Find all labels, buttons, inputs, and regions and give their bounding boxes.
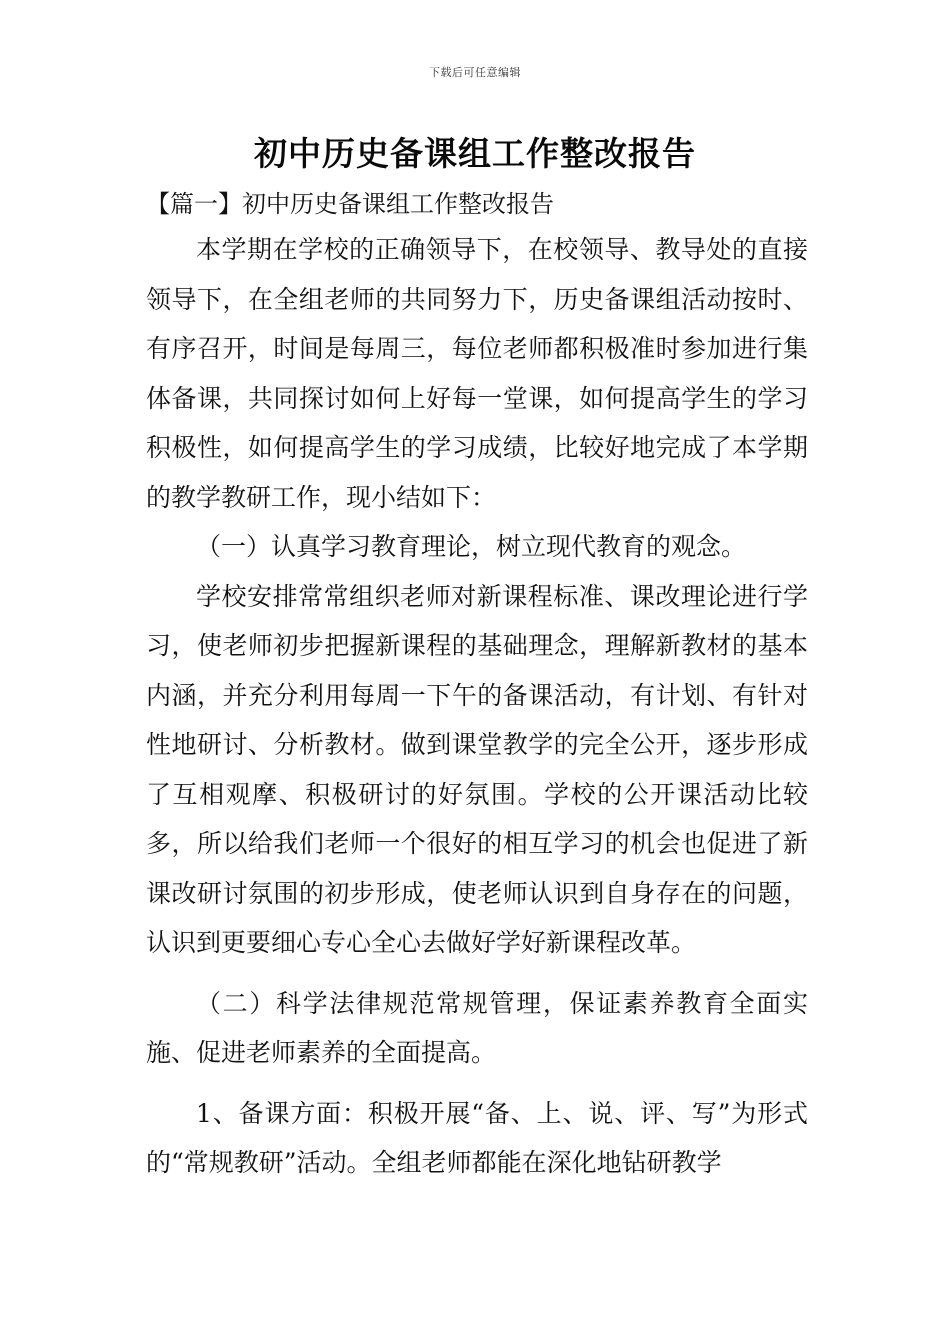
paragraph-lesson-prep: 1、备课方面：积极开展“备、上、说、评、写”为形式的“常规教研”活动。全组老师都能在深化地钻研教学: [146, 1098, 808, 1177]
document-title: 初中历史备课组工作整改报告: [254, 134, 696, 173]
paragraph-gap: [146, 968, 808, 979]
paragraph-heading-1: （一）认真学习教育理论，树立现代教育的观念。: [196, 532, 747, 561]
paragraph-study-theory: 学校安排常常组织老师对新课程标准、课改理论进行学习，使老师初步把握新课程的基础理念，理解新教材的基本内涵，并充分利用每周一下午的备课活动，有计划、有针对性地研讨、分析教材。做到课堂教学的完全公开，逐步形成了互相观摩、积极研讨的好氛围。学校的公开课活动比较多，所以给我们老师一个很好的相互学习的机会也促进了新课改研讨氛围的初步形成，使老师认识到自身存在的问题，认识到更要细心专心全心去做好学好新课程改革。: [146, 581, 808, 957]
document-body: [146, 225, 808, 1188]
header-note: 下载后可任意编辑: [429, 66, 521, 79]
paragraph-gap: [146, 1078, 808, 1089]
paragraph-heading-2: （二）科学法律规范常规管理，保证素养教育全面实施、促进老师素养的全面提高。: [146, 988, 808, 1067]
section-label: 【篇一】初中历史备课组工作整改报告: [146, 190, 554, 218]
paragraph-intro: 本学期在学校的正确领导下，在校领导、教导处的直接领导下，在全组老师的共同努力下，历史备课组活动按时、有序召开，时间是每周三，每位老师都积极准时参加进行集体备课，共同探讨如何上好每一堂课，如何提高学生的学习积极性，如何提高学生的学习成绩，比较好地完成了本学期的教学教研工作，现小结如下：: [146, 235, 808, 512]
